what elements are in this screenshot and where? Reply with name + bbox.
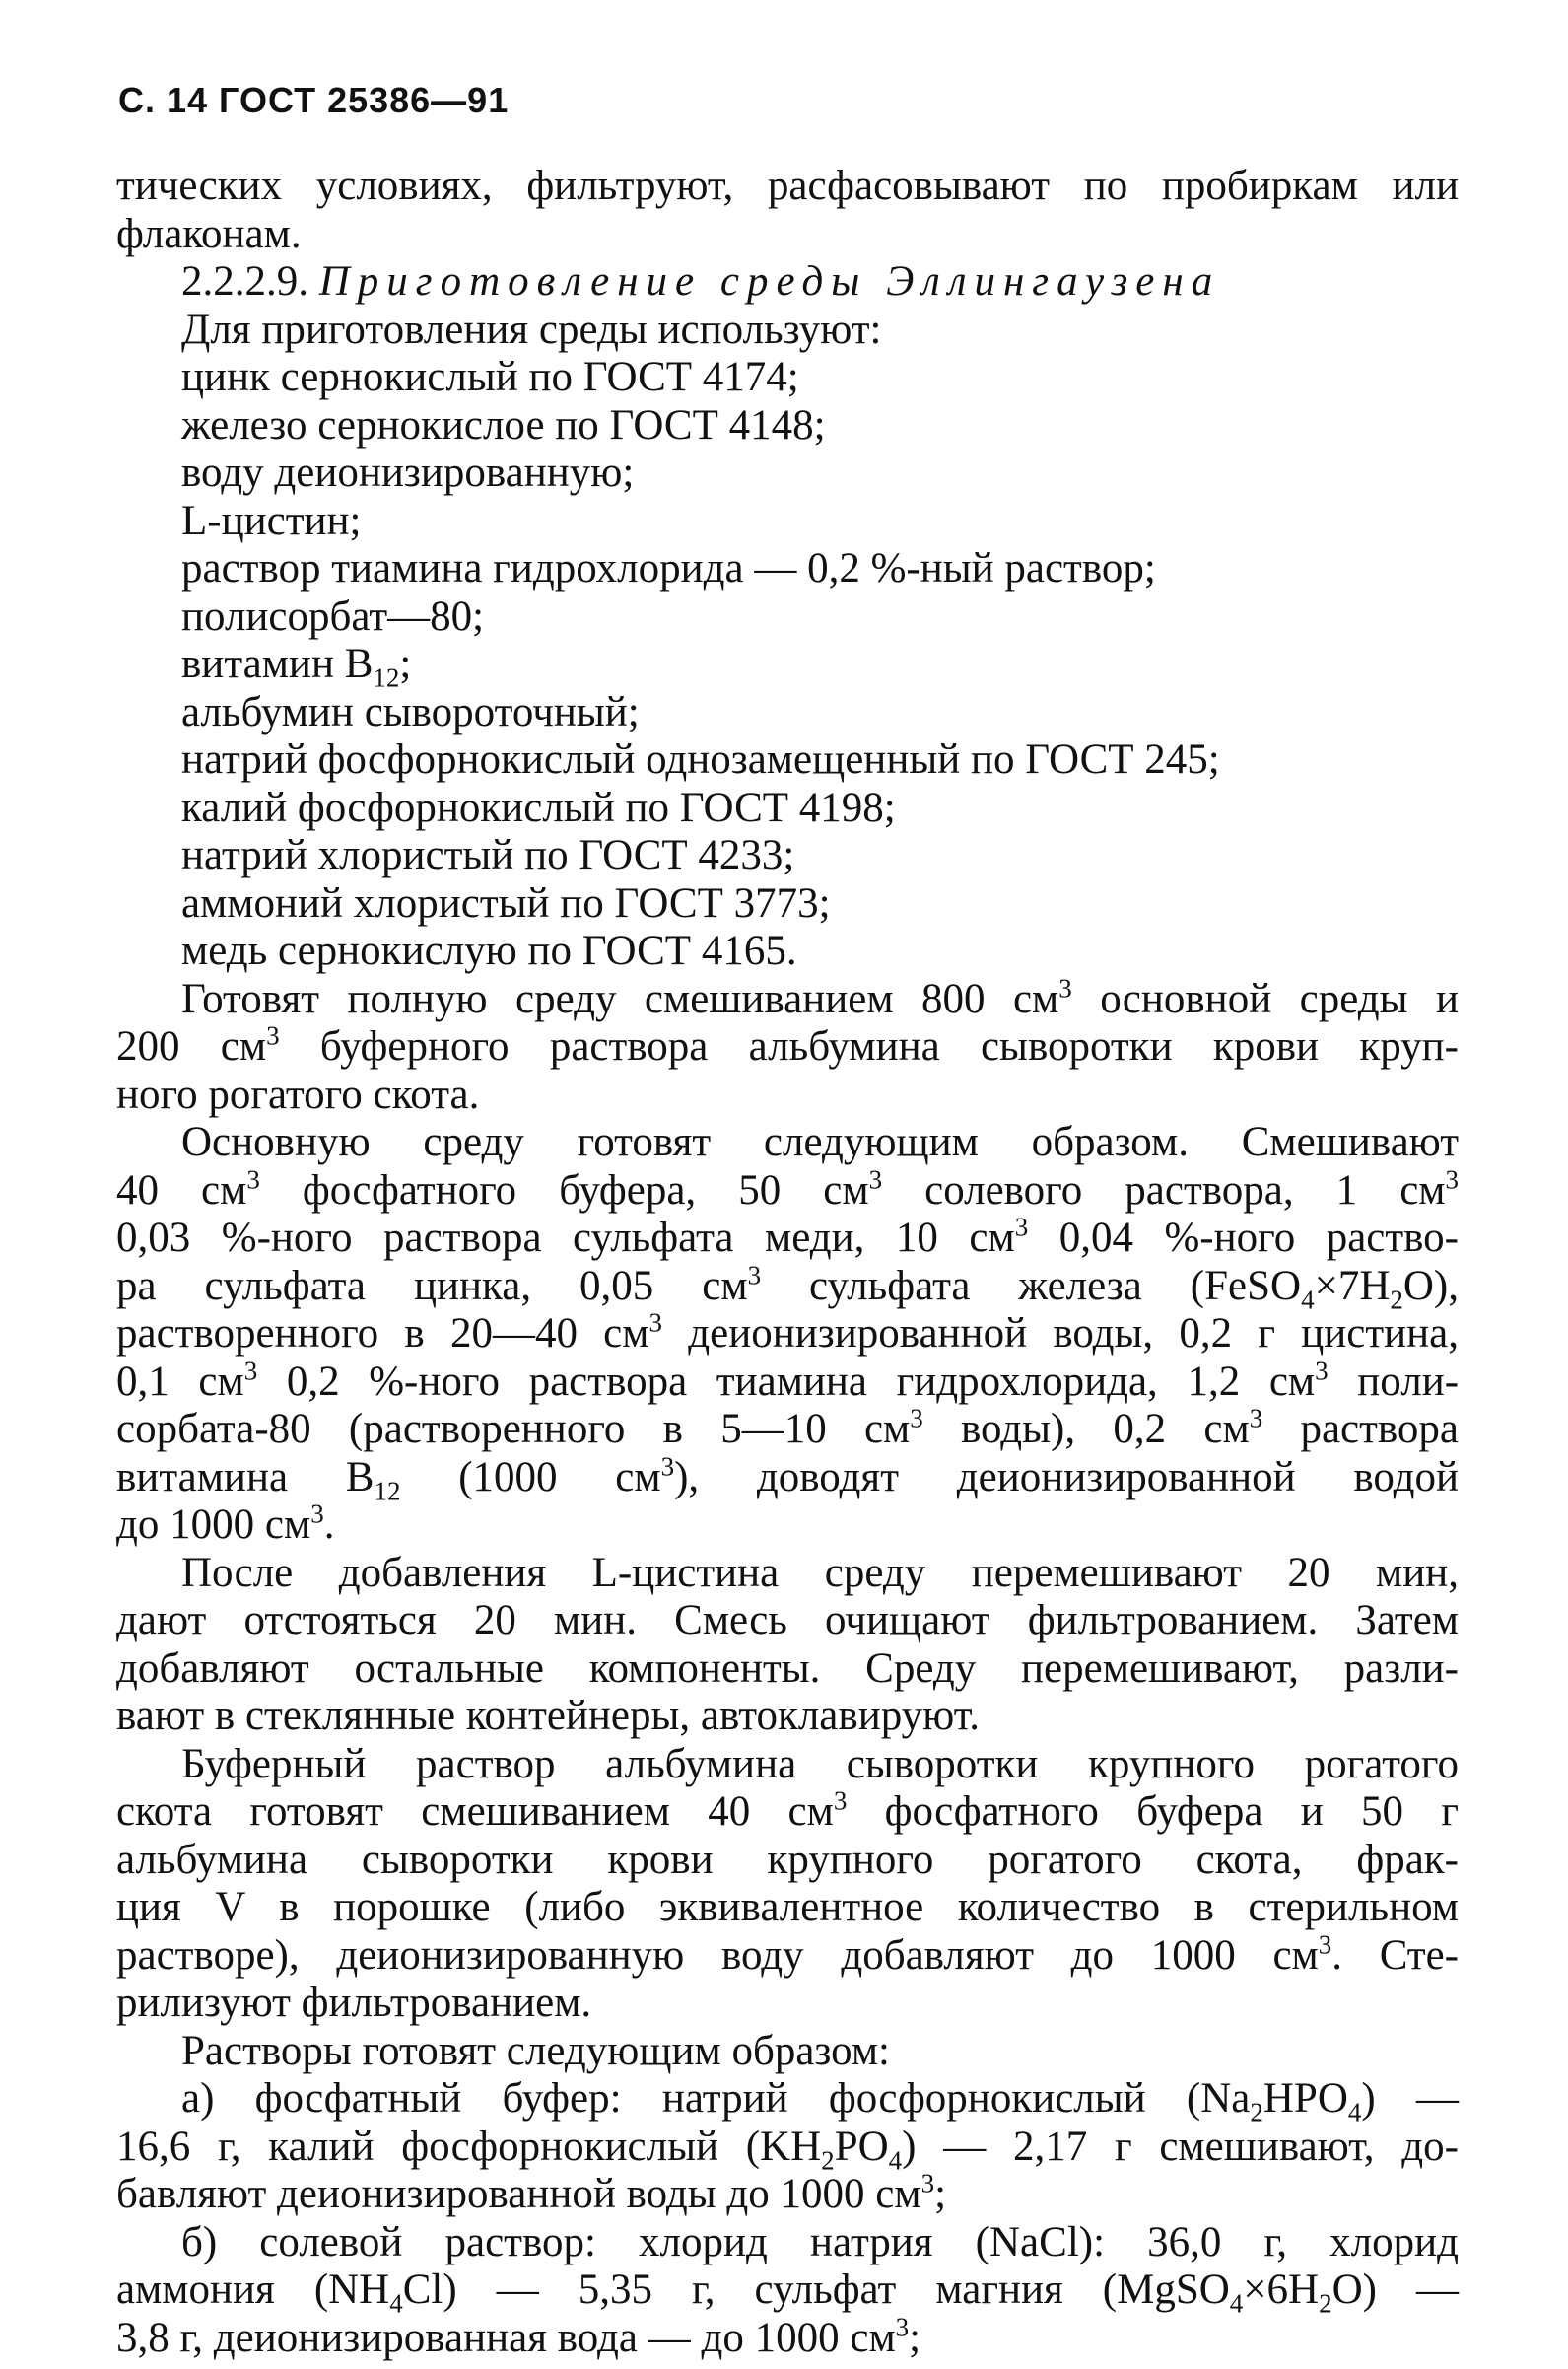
- text-line: [116, 1929, 1460, 1981]
- text-line: [116, 1980, 1459, 2028]
- list-item: [116, 593, 1459, 642]
- text-fragment: 4: [389, 2288, 403, 2319]
- list-item: [116, 689, 1459, 737]
- text-fragment: .: [323, 1501, 335, 1548]
- text-fragment: (1000 см: [400, 1453, 661, 1500]
- text-fragment: рилизуют фильтрованием.: [116, 1980, 592, 2026]
- text-fragment: фосфатного буфера и 50 г: [847, 1788, 1459, 1835]
- text-fragment: 12: [374, 1476, 401, 1506]
- text-line: [116, 1164, 1460, 1216]
- text-fragment: раствор тиамина гидрохлорида — 0,2 %-ный раствор;: [181, 545, 1156, 592]
- text-fragment: L-цистин;: [181, 497, 362, 544]
- text-fragment: 2: [1250, 2097, 1263, 2127]
- text-fragment: 3: [1445, 1164, 1460, 1195]
- text-fragment: 3: [833, 1785, 848, 1816]
- text-fragment: бавляют деионизированной воды до 1000 см: [116, 2171, 921, 2217]
- text-fragment: 0,2 %-ного раствора тиамина гидрохлорида, 1,2 см: [257, 1358, 1316, 1405]
- text-fragment: аммоний хлористый по ГОСТ 3773;: [181, 879, 831, 927]
- text-fragment: 3: [747, 1260, 762, 1290]
- text-fragment: ра сульфата цинка, 0,05 см: [116, 1262, 748, 1309]
- text-fragment: ;: [399, 641, 412, 687]
- text-fragment: до 1000 см: [116, 1501, 311, 1548]
- text-line: [116, 1741, 1459, 1789]
- text-fragment: 3: [1315, 1356, 1329, 1386]
- text-fragment: солевого раствора, 1 см: [882, 1166, 1446, 1214]
- text-fragment: HPO: [1262, 2075, 1348, 2122]
- text-line: [116, 2123, 1459, 2176]
- text-fragment: натрий хлористый по ГОСТ 4233;: [181, 832, 795, 878]
- text-line: [116, 2075, 1459, 2127]
- text-line: [116, 1645, 1459, 1694]
- text-fragment: 4: [1347, 2097, 1362, 2127]
- text-fragment: воду деионизированную;: [181, 450, 635, 496]
- text-fragment: медь сернокислую по ГОСТ 4165.: [181, 928, 797, 974]
- document-body: [116, 163, 1459, 2362]
- text-fragment: растворе), деионизированную воду добавляют до 1000 см: [116, 1931, 1319, 1979]
- text-fragment: 200 см: [116, 1023, 267, 1070]
- section-title: Приготовление среды Эллингаузена: [318, 258, 1221, 305]
- list-item: [116, 450, 1459, 498]
- text-fragment: 4: [1229, 2288, 1244, 2319]
- text-fragment: 3: [920, 2168, 935, 2198]
- text-fragment: ) — 2,17 г смешивают, до-: [902, 2123, 1459, 2170]
- text-fragment: ;: [934, 2171, 947, 2217]
- text-fragment: 3: [310, 1498, 324, 1529]
- text-line: [116, 2219, 1459, 2267]
- text-fragment: витамина B: [116, 1453, 375, 1500]
- text-fragment: воды), 0,2 см: [922, 1406, 1250, 1452]
- text-fragment: 2: [821, 2145, 835, 2176]
- text-fragment: После добавления L-цистина среду перемешивают 20 мин,: [181, 1549, 1459, 1596]
- text-fragment: 3: [1058, 973, 1072, 1004]
- text-fragment: альбумина сыворотки крови крупного рогатого скота, фрак-: [116, 1836, 1459, 1883]
- list-item: [116, 402, 1459, 451]
- text-fragment: O),: [1402, 1262, 1459, 1309]
- list-item: [116, 354, 1459, 402]
- text-fragment: 3: [648, 1307, 662, 1338]
- text-line: [116, 1072, 1459, 1120]
- text-fragment: 4: [1301, 1285, 1315, 1315]
- section-heading: [116, 258, 1459, 307]
- text-fragment: ного рогатого скота.: [116, 1071, 480, 1118]
- text-fragment: фосфатного буфера, 50 см: [259, 1166, 869, 1214]
- text-fragment: основной среды и: [1071, 975, 1459, 1022]
- text-fragment: 3: [1249, 1403, 1263, 1433]
- list-item: [116, 832, 1459, 880]
- text-line: [116, 1356, 1460, 1407]
- text-fragment: 12: [373, 662, 400, 693]
- text-fragment: ×7H: [1314, 1262, 1391, 1309]
- text-line: [116, 1550, 1459, 1598]
- text-fragment: ция V в порошке (либо эквивалентное количество в стерильном: [116, 1884, 1459, 1930]
- text-fragment: ;: [909, 2314, 921, 2361]
- text-fragment: 0,1 см: [116, 1358, 244, 1405]
- text-fragment: 3: [1014, 1212, 1029, 1242]
- text-line: [116, 1119, 1459, 1167]
- text-fragment: ×6H: [1243, 2266, 1320, 2313]
- text-fragment: буферного раствора альбумина сыворотки крови круп-: [279, 1023, 1459, 1070]
- text-line: [116, 1498, 1459, 1550]
- text-fragment: 3: [895, 2312, 910, 2342]
- text-fragment: добавляют остальные компоненты. Среду перемешивают, разли-: [116, 1644, 1459, 1692]
- text-line: [116, 1451, 1459, 1506]
- text-line: [116, 1884, 1459, 1932]
- text-line: [116, 973, 1459, 1024]
- text-fragment: Растворы готовят следующим образом:: [181, 2027, 890, 2074]
- list-item: [116, 880, 1459, 929]
- text-fragment: цинк сернокислый по ГОСТ 4174;: [181, 354, 799, 400]
- text-line: [116, 2266, 1459, 2319]
- text-fragment: раствора: [1262, 1406, 1460, 1452]
- text-fragment: O) —: [1331, 2266, 1459, 2313]
- text-fragment: 2.2.2.9.: [181, 258, 308, 305]
- text-fragment: 3: [1318, 1929, 1332, 1960]
- text-fragment: 3: [910, 1403, 923, 1433]
- text-line: [116, 2312, 1459, 2363]
- text-fragment: б) солевой раствор: хлорид натрия (NaCl): 36,0 г, хлорид: [181, 2218, 1459, 2265]
- text-fragment: аммония (NH: [116, 2266, 390, 2313]
- text-line: [116, 211, 1459, 259]
- text-line: [116, 307, 1459, 355]
- text-line: [116, 2028, 1459, 2076]
- list-item: [116, 928, 1459, 976]
- text-fragment: PO: [834, 2123, 889, 2170]
- text-line: [116, 163, 1459, 211]
- text-fragment: Cl) — 5,35 г, сульфат магния (MgSO: [402, 2266, 1230, 2313]
- text-fragment: 2: [1319, 2288, 1332, 2319]
- text-fragment: тических условиях, фильтруют, расфасовывают по пробиркам или: [116, 163, 1459, 209]
- text-fragment: 3,8 г, деионизированная вода — до 1000 см: [116, 2314, 896, 2361]
- text-fragment: Буферный раствор альбумина сыворотки крупного рогатого: [181, 1740, 1459, 1787]
- text-fragment: поли-: [1328, 1358, 1460, 1405]
- text-line: [116, 1597, 1459, 1645]
- text-fragment: 2: [1390, 1285, 1403, 1315]
- text-fragment: витамин B: [181, 641, 374, 687]
- list-item: [116, 641, 1459, 693]
- text-fragment: Готовят полную среду смешиванием 800 см: [181, 975, 1059, 1022]
- text-fragment: растворенного в 20—40 см: [116, 1310, 649, 1357]
- text-fragment: вают в стеклянные контейнеры, автоклавируют.: [116, 1693, 980, 1739]
- text-fragment: альбумин сывороточный;: [181, 688, 640, 735]
- text-fragment: а) фосфатный буфер: натрий фосфорнокислый (Na: [181, 2075, 1251, 2122]
- text-fragment: калий фосфорнокислый по ГОСТ 4198;: [181, 784, 896, 831]
- text-fragment: ) —: [1361, 2075, 1459, 2122]
- text-fragment: 4: [888, 2145, 903, 2176]
- text-fragment: 0,03 %-ного раствора сульфата меди, 10 см: [116, 1215, 1015, 1261]
- list-item: [116, 498, 1459, 546]
- text-fragment: сорбата-80 (растворенного в 5—10 см: [116, 1406, 911, 1452]
- text-fragment: железо сернокислое по ГОСТ 4148;: [181, 401, 826, 449]
- text-line: [116, 1020, 1459, 1072]
- text-fragment: Для приготовления среды используют:: [181, 306, 882, 353]
- text-fragment: сульфата железа (FeSO: [761, 1262, 1302, 1309]
- text-fragment: 3: [243, 1356, 258, 1386]
- text-fragment: 3: [246, 1164, 260, 1195]
- text-line: [116, 1307, 1459, 1359]
- text-line: [116, 1260, 1459, 1315]
- list-item: [116, 785, 1459, 833]
- text-fragment: ), доводят деионизированной водой: [674, 1453, 1459, 1500]
- text-line: [116, 2168, 1459, 2219]
- text-line: [116, 1212, 1459, 1263]
- text-line: [116, 1403, 1460, 1454]
- text-fragment: 3: [266, 1020, 280, 1051]
- text-line: [116, 1693, 1459, 1741]
- text-fragment: 0,04 %-ного раство-: [1028, 1215, 1459, 1261]
- list-item: [116, 736, 1459, 785]
- text-fragment: флаконам.: [116, 210, 302, 257]
- text-fragment: 3: [660, 1451, 675, 1482]
- text-fragment: деионизированной воды, 0,2 г цистина,: [661, 1310, 1459, 1357]
- text-fragment: скота готовят смешиванием 40 см: [116, 1788, 834, 1835]
- text-line: [116, 1785, 1459, 1837]
- text-fragment: натрий фосфорнокислый однозамещенный по ГОСТ 245;: [181, 736, 1220, 783]
- list-item: [116, 545, 1459, 593]
- text-fragment: Основную среду готовят следующим образом. Смешивают: [181, 1119, 1459, 1165]
- text-fragment: 40 см: [116, 1166, 247, 1214]
- text-fragment: 16,6 г, калий фосфорнокислый (KH: [116, 2123, 822, 2170]
- page-header: С. 14 ГОСТ 25386—91: [118, 80, 510, 120]
- text-fragment: дают отстояться 20 мин. Смесь очищают фильтрованием. Затем: [116, 1597, 1459, 1643]
- text-fragment: 3: [868, 1164, 883, 1195]
- text-fragment: полисорбат—80;: [181, 592, 485, 640]
- text-fragment: . Сте-: [1331, 1931, 1460, 1979]
- text-line: [116, 1837, 1459, 1885]
